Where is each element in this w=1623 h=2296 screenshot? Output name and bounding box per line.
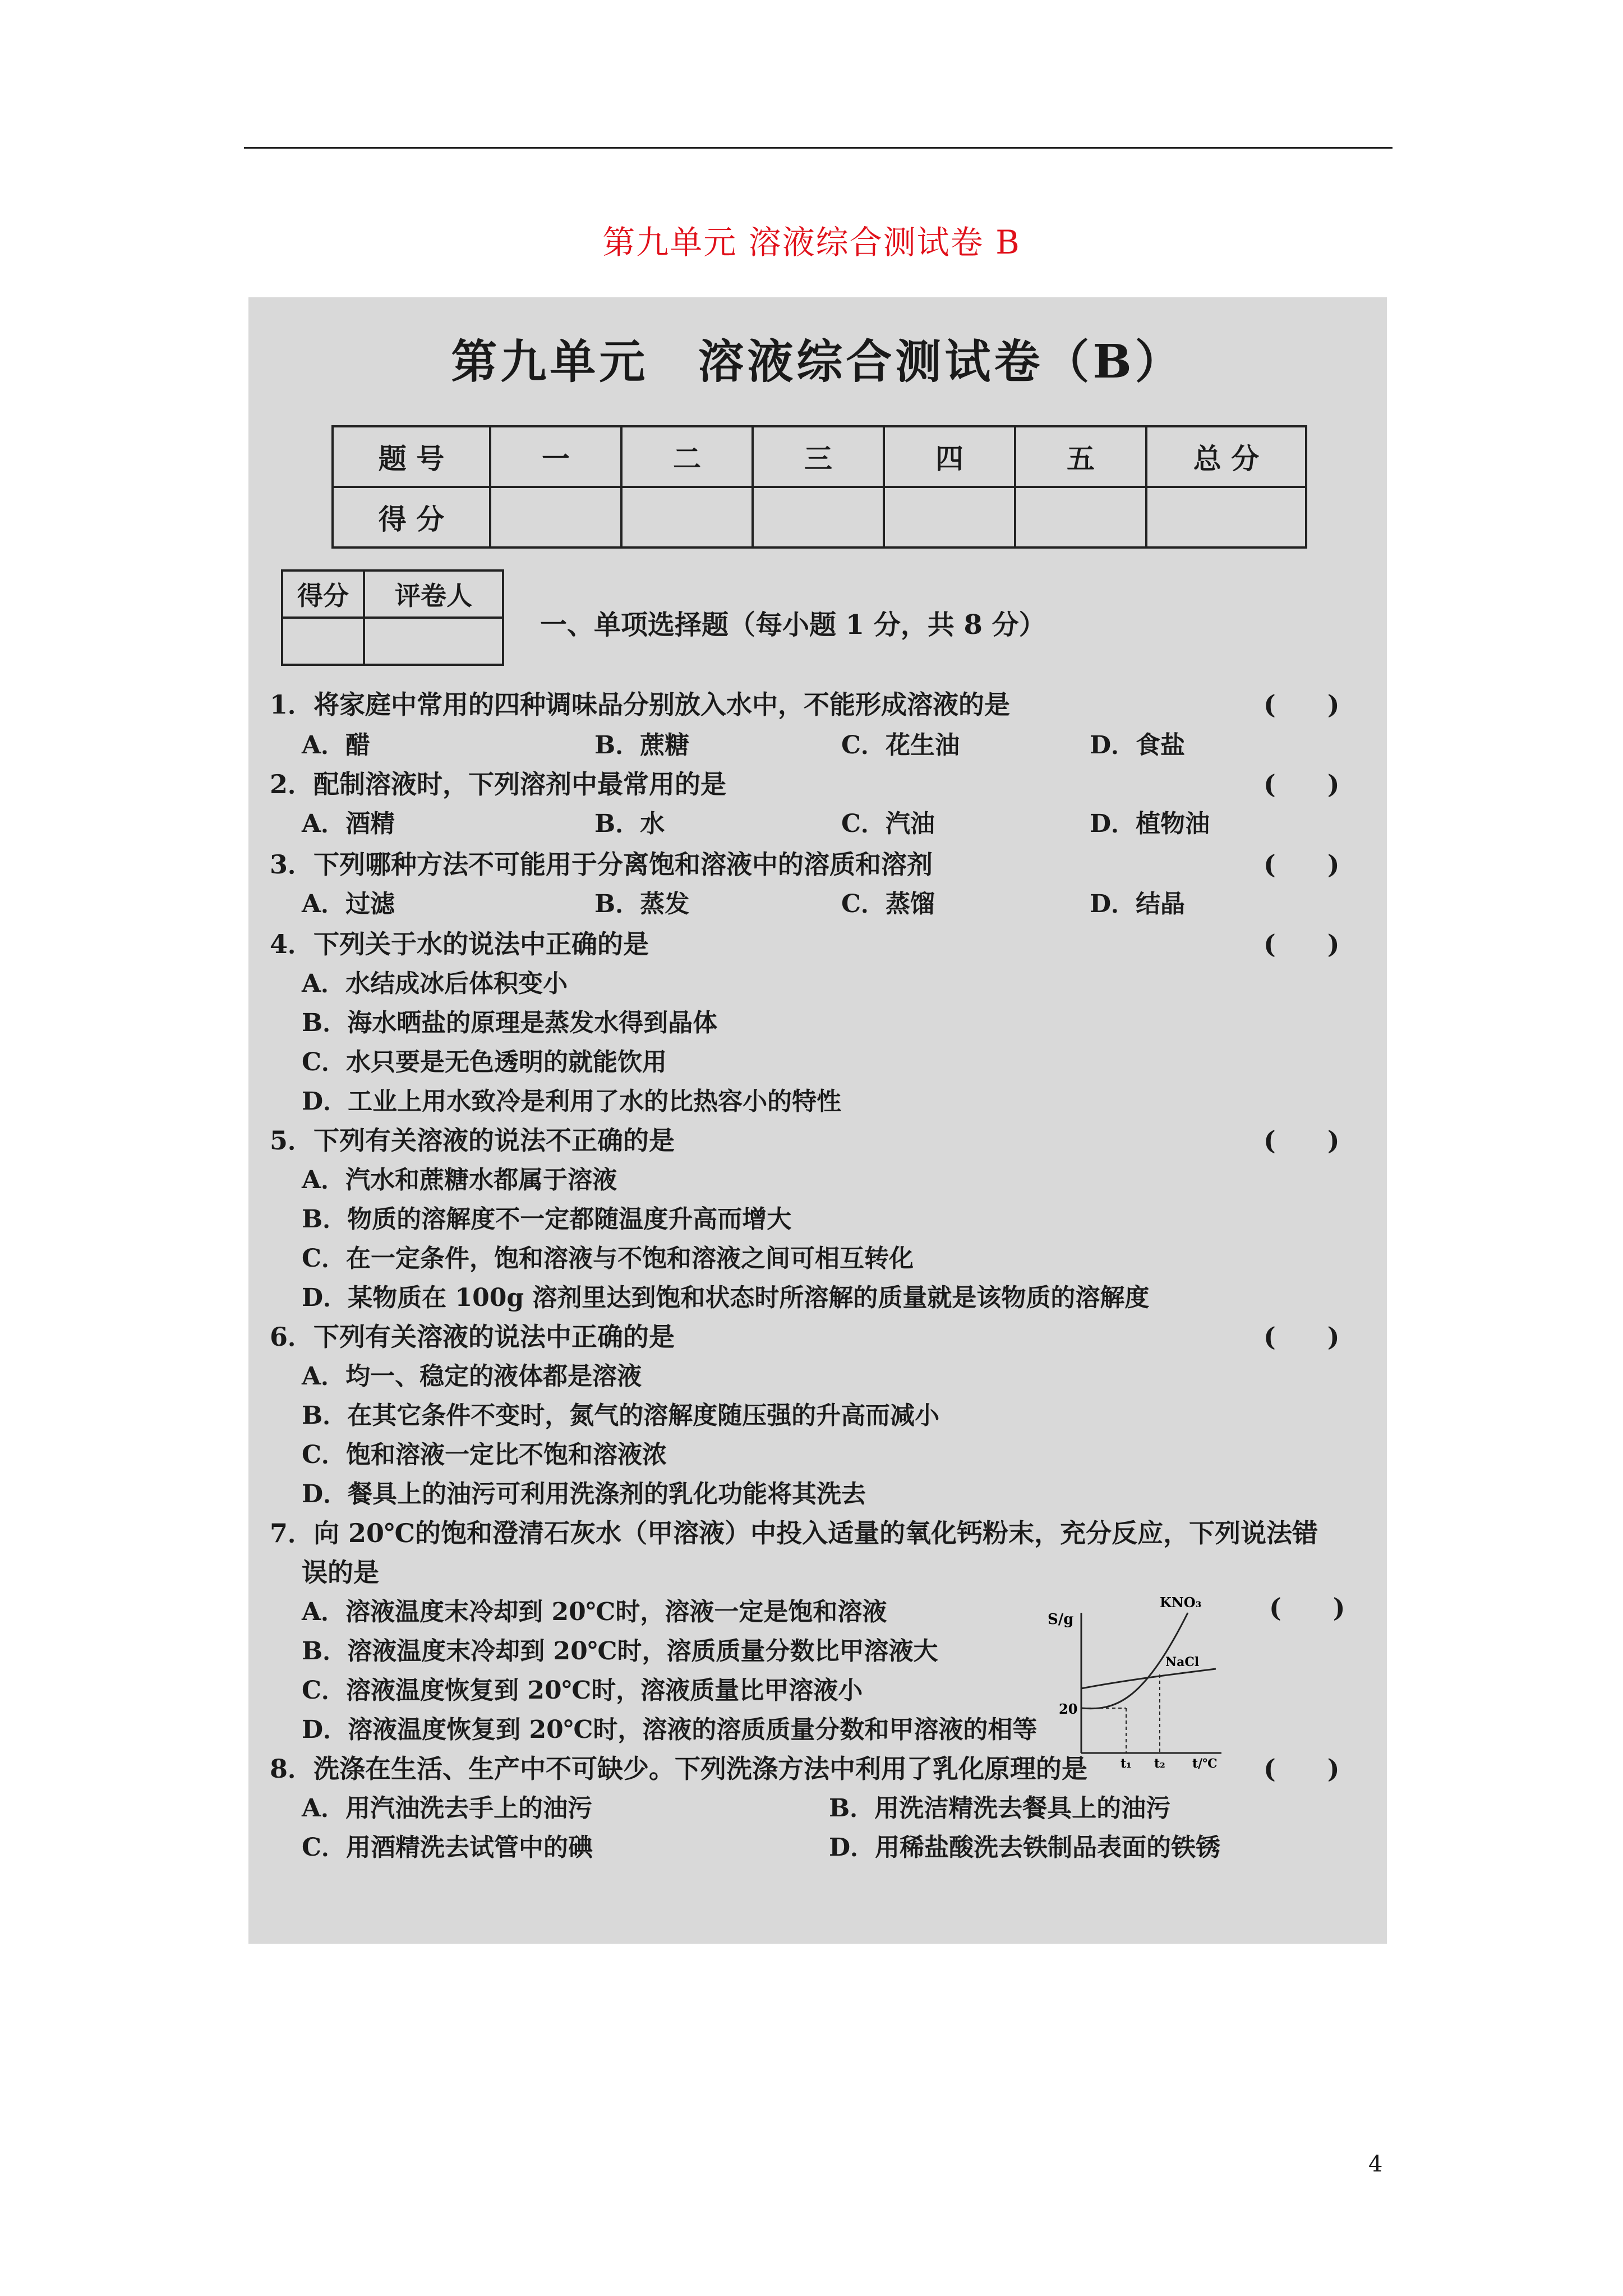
question-3-stem: 3．下列哪种方法不可能用于分离饱和溶液中的溶质和溶剂 bbox=[270, 849, 933, 880]
grader-score-label: 得分 bbox=[282, 570, 364, 618]
answer-blank: ( ) bbox=[1264, 1754, 1340, 1784]
nacl-curve bbox=[1081, 1669, 1216, 1688]
exam-title: 第九单元 溶液综合测试卷（B） bbox=[451, 335, 1184, 389]
grader-box bbox=[281, 569, 504, 666]
question-7-stem-continued: 误的是 bbox=[302, 1557, 379, 1588]
question-2-option: C．汽油 bbox=[841, 809, 935, 838]
score-cell bbox=[884, 487, 1015, 547]
question-7-option: C．溶液温度恢复到 20℃时，溶液质量比甲溶液小 bbox=[302, 1676, 863, 1705]
question-6-stem: 6．下列有关溶液的说法中正确的是 bbox=[270, 1322, 675, 1352]
grader-label: 评卷人 bbox=[364, 570, 503, 618]
question-6-option: A．均一、稳定的液体都是溶液 bbox=[302, 1362, 642, 1391]
graph-y-tick: 20 bbox=[1059, 1701, 1078, 1717]
answer-blank: ( ) bbox=[1264, 1125, 1340, 1156]
graph-x-tick: t₂ bbox=[1154, 1756, 1165, 1770]
grader-score-cell bbox=[282, 618, 364, 665]
question-2-option: D．植物油 bbox=[1090, 809, 1210, 838]
score-table-header-row bbox=[333, 426, 1306, 487]
question-1-option: C．花生油 bbox=[841, 731, 960, 760]
question-4-stem: 4．下列关于水的说法中正确的是 bbox=[270, 929, 649, 959]
question-6-option: B．在其它条件不变时，氮气的溶解度随压强的升高而减小 bbox=[302, 1401, 940, 1430]
score-table-row-label: 得 分 bbox=[333, 487, 490, 547]
answer-blank: ( ) bbox=[1264, 929, 1340, 959]
question-8-option: B．用洗洁精洗去餐具上的油污 bbox=[829, 1794, 1171, 1823]
question-5-option: D．某物质在 100g 溶剂里达到饱和状态时所溶解的质量就是该物质的溶解度 bbox=[302, 1283, 1150, 1312]
score-table-column: 二 bbox=[621, 426, 753, 487]
question-1-option: D．食盐 bbox=[1090, 731, 1186, 760]
score-table bbox=[331, 425, 1307, 549]
question-7-option: A．溶液温度末冷却到 20℃时，溶液一定是饱和溶液 bbox=[302, 1598, 887, 1626]
question-2-option: B．水 bbox=[594, 809, 665, 838]
answer-blank: ( ) bbox=[1264, 769, 1340, 799]
graph-curve-label-nacl: NaCl bbox=[1165, 1655, 1200, 1669]
question-2-option: A．酒精 bbox=[302, 809, 395, 838]
header-rule bbox=[244, 147, 1393, 149]
score-cell bbox=[753, 487, 884, 547]
question-3-option: C．蒸馏 bbox=[841, 890, 935, 918]
answer-blank: ( ) bbox=[1264, 689, 1340, 720]
score-cell bbox=[1146, 487, 1306, 547]
question-8-stem: 8．洗涤在生活、生产中不可缺少。下列洗涤方法中利用了乳化原理的是 bbox=[270, 1754, 1088, 1784]
graph-x-label: t/℃ bbox=[1192, 1756, 1218, 1770]
score-table-column: 一 bbox=[490, 426, 621, 487]
grader-name-cell bbox=[364, 618, 503, 665]
question-7-stem: 7．向 20℃的饱和澄清石灰水（甲溶液）中投入适量的氧化钙粉末，充分反应，下列说法错 bbox=[270, 1518, 1318, 1548]
question-2-stem: 2．配制溶液时，下列溶剂中最常用的是 bbox=[270, 769, 727, 799]
question-3-option: B．蒸发 bbox=[594, 890, 690, 918]
question-1-option: B．蔗糖 bbox=[594, 731, 690, 760]
question-5-option: A．汽水和蔗糖水都属于溶液 bbox=[302, 1166, 617, 1194]
graph-x-tick: t₁ bbox=[1121, 1756, 1132, 1770]
document-title: 第九单元 溶液综合测试卷 B bbox=[602, 223, 1021, 261]
question-6-option: D．餐具上的油污可利用洗涤剂的乳化功能将其洗去 bbox=[302, 1480, 866, 1508]
page-number: 4 bbox=[1368, 2151, 1383, 2177]
answer-blank: ( ) bbox=[1264, 1322, 1340, 1352]
score-table-score-row bbox=[333, 487, 1306, 547]
score-cell bbox=[1015, 487, 1146, 547]
question-8-option: C．用酒精洗去试管中的碘 bbox=[302, 1833, 593, 1862]
section-heading: 一、单项选择题（每小题 1 分，共 8 分） bbox=[540, 609, 1046, 641]
score-table-column: 三 bbox=[753, 426, 884, 487]
question-4-option: C．水只要是无色透明的就能饮用 bbox=[302, 1048, 667, 1076]
score-cell bbox=[621, 487, 753, 547]
question-8-option: D．用稀盐酸洗去铁制品表面的铁锈 bbox=[829, 1833, 1221, 1862]
question-7-option: D．溶液温度恢复到 20℃时，溶液的溶质质量分数和甲溶液的相等 bbox=[302, 1715, 1038, 1744]
question-4-option: D．工业上用水致冷是利用了水的比热容小的特性 bbox=[302, 1087, 842, 1116]
score-table-header-label: 题 号 bbox=[333, 426, 490, 487]
answer-blank: ( ) bbox=[1264, 849, 1340, 880]
question-3-option: D．结晶 bbox=[1090, 890, 1186, 918]
question-6-option: C．饱和溶液一定比不饱和溶液浓 bbox=[302, 1441, 667, 1469]
scanned-exam-page bbox=[248, 297, 1387, 1944]
score-cell bbox=[490, 487, 621, 547]
question-4-option: B．海水晒盐的原理是蒸发水得到晶体 bbox=[302, 1009, 718, 1037]
answer-blank: ( ) bbox=[1269, 1593, 1345, 1623]
score-table-column: 四 bbox=[884, 426, 1015, 487]
question-5-stem: 5．下列有关溶液的说法不正确的是 bbox=[270, 1125, 675, 1156]
question-5-option: B．物质的溶解度不一定都随温度升高而增大 bbox=[302, 1205, 792, 1234]
question-5-option: C．在一定条件，饱和溶液与不饱和溶液之间可相互转化 bbox=[302, 1244, 914, 1273]
graph-y-label: S/g bbox=[1048, 1611, 1074, 1628]
question-1-stem: 1．将家庭中常用的四种调味品分别放入水中，不能形成溶液的是 bbox=[270, 689, 1011, 720]
question-3-option: A．过滤 bbox=[302, 890, 395, 918]
question-4-option: A．水结成冰后体积变小 bbox=[302, 969, 568, 998]
score-table-column: 五 bbox=[1015, 426, 1146, 487]
question-1-option: A．醋 bbox=[302, 731, 371, 760]
graph-curve-label-kno3: KNO₃ bbox=[1160, 1594, 1202, 1611]
question-7-option: B．溶液温度末冷却到 20℃时，溶质质量分数比甲溶液大 bbox=[302, 1637, 938, 1665]
solubility-graph bbox=[1048, 1590, 1230, 1770]
question-8-option: A．用汽油洗去手上的油污 bbox=[302, 1794, 593, 1823]
score-table-column: 总 分 bbox=[1146, 426, 1306, 487]
